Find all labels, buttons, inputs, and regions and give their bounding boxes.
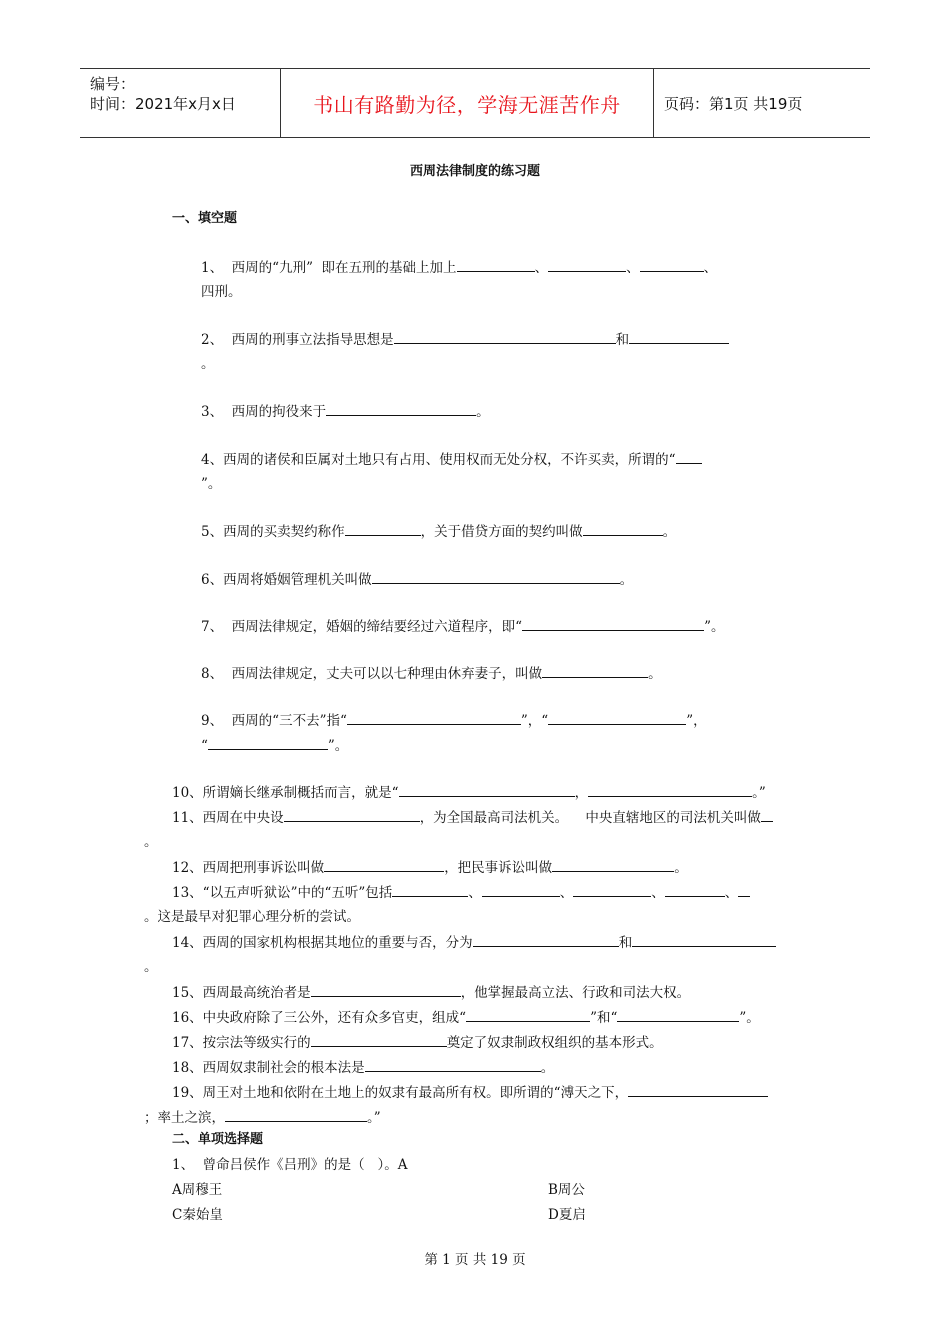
q11-line1: 11、西周在中央设 ，为全国最高司法机关。 中央直辖地区的司法机关叫做 [172,808,773,827]
q17-line: 17、按宗法等级实行的 奠定了奴隶制政权组织的基本形式。 [172,1035,663,1051]
section2-heading: 二、单项选择题 [172,1132,264,1147]
blank [482,883,560,897]
q2-line2: 。 [201,356,215,372]
blank [542,664,648,678]
blank [583,522,663,536]
blank [629,330,729,344]
option-c: C秦始皇 [172,1207,223,1223]
option-a: A周穆王 [172,1182,223,1198]
blank [466,1008,590,1022]
mc-q1-stem: 1、 曾命吕侯作《吕刑》的是（ ）。A [172,1157,408,1173]
q4-line1: 4、西周的诸侯和臣属对土地只有占用、使用权而无处分权，不许买卖，所谓的“ [201,450,702,469]
q11-line2: 。 [144,834,158,850]
blank [311,983,461,997]
blank [326,402,476,416]
blank [311,1033,447,1047]
q1-line2: 四刑。 [201,284,242,300]
number-label: 编号： [90,75,136,93]
q2-line1: 2、 西周的刑事立法指导思想是 和 [201,330,729,349]
q9-line2: “ ”。 [201,738,349,754]
header-page-cell [654,69,870,137]
page-label: 页码：第1页 共19页 [664,94,803,113]
q9-line1: 9、 西周的“三不去”指“ ”，“ ”， [201,713,707,729]
q19-line1: 19、周王对土地和依附在土地上的奴隶有最高所有权。即所谓的“溥天之下， [172,1083,768,1102]
time-label: 时间：2021年x月x日 [90,95,236,113]
q1-line1: 1、 西周的“九刑” 即在五刑的基础上加上 、 、 、 [201,260,718,276]
q15-line: 15、西周最高统治者是 ，他掌握最高立法、行政和司法大权。 [172,985,691,1001]
page-footer: 第 1 页 共 19 页 [424,1252,526,1268]
q13-line1: 13、“以五声听狱讼”中的“五听”包括 、 、 、 、 [172,883,750,902]
option-d: D夏启 [548,1207,586,1223]
blank [665,883,725,897]
q4-line2: ”。 [201,476,222,492]
blank [457,258,535,272]
blank [394,330,616,344]
section1-heading: 一、填空题 [172,211,238,226]
doc-title: 西周法律制度的练习题 [409,164,540,179]
blank [548,711,686,725]
blank [225,1108,367,1122]
blank [761,808,773,822]
blank [345,522,421,536]
blank [473,933,619,947]
blank [632,933,776,947]
q14-line2: 。 [144,959,158,975]
blank [399,783,575,797]
blank [392,883,468,897]
blank [628,1083,768,1097]
q13-line2: 。这是最早对犯罪心理分析的尝试。 [144,909,360,925]
q8-line: 8、 西周法律规定，丈夫可以以七种理由休弃妻子，叫做 。 [201,666,662,682]
q16-line: 16、中央政府除了三公外，还有众多官吏，组成“ ”和“ ”。 [172,1010,760,1026]
blank [738,883,750,897]
motto: 书山有路勤为径，学海无涯苦作舟 [313,92,621,117]
blank [617,1008,739,1022]
blank [676,450,702,464]
blank [588,783,752,797]
option-b: B周公 [548,1182,585,1198]
blank [640,258,704,272]
q19-line2: ；率土之滨， 。” [144,1110,381,1126]
blank [208,736,328,750]
q12-line: 12、西周把刑事诉讼叫做 ，把民事诉讼叫做 。 [172,860,688,876]
q5-line: 5、西周的买卖契约称作 ，关于借贷方面的契约叫做 。 [201,524,677,540]
header-info-cell [80,69,281,137]
q6-line: 6、西周将婚姻管理机关叫做 。 [201,572,634,588]
q10-line: 10、所谓嫡长继承制概括而言，就是“ ， 。” [172,785,766,801]
blank [573,883,651,897]
blank [324,858,444,872]
header-motto-cell [281,69,654,137]
blank [284,808,420,822]
blank [372,570,620,584]
blank [347,711,521,725]
blank [548,258,626,272]
q7-line: 7、 西周法律规定，婚姻的缔结要经过六道程序，即“ ”。 [201,619,725,635]
q3-line: 3、 西周的拘役来于 。 [201,404,490,420]
blank [365,1058,541,1072]
blank [522,617,704,631]
q14-line1: 14、西周的国家机构根据其地位的重要与否，分为 和 [172,933,776,952]
header-table [80,68,870,138]
q18-line: 18、西周奴隶制社会的根本法是 。 [172,1060,555,1076]
blank [552,858,674,872]
